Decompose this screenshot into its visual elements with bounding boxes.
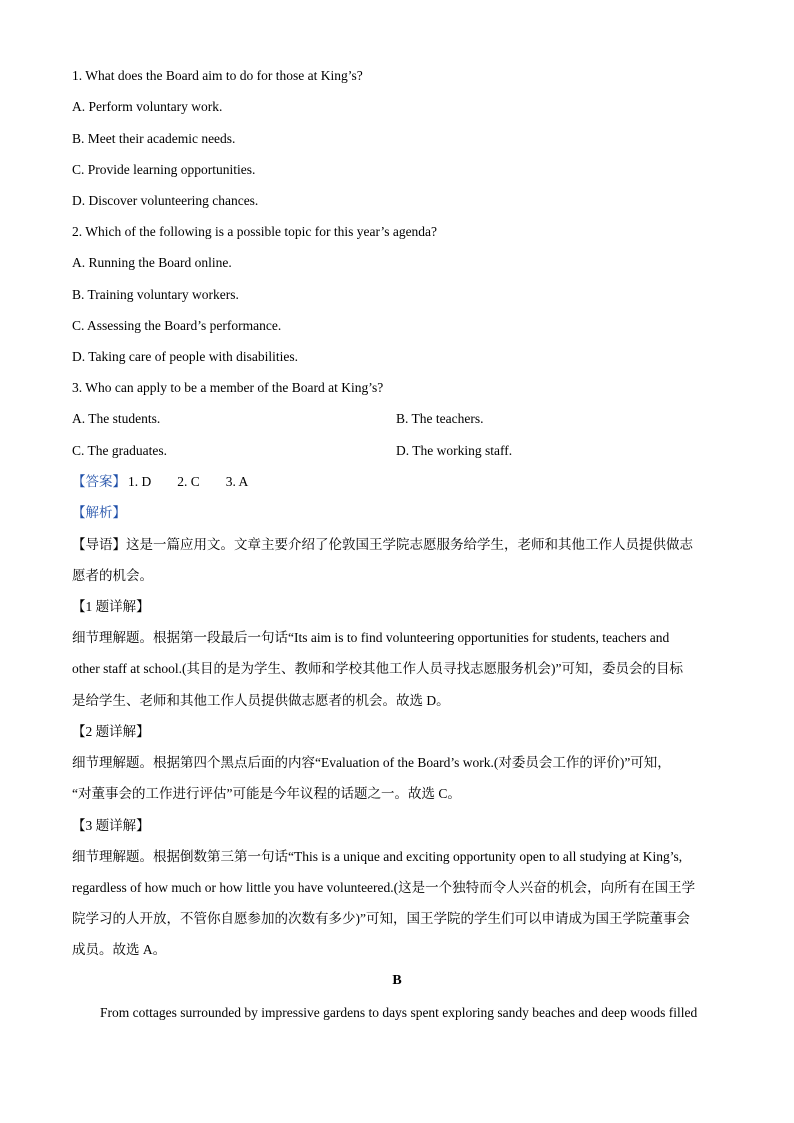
detail-2-line-2: “对董事会的工作进行评估”可能是今年议程的话题之一。故选 C。 (72, 786, 461, 801)
detail-2-line-1: 细节理解题。根据第四个黑点后面的内容“Evaluation of the Board’s work.(对委员会工作的评价)”可知， (72, 755, 671, 770)
question-3-option-d: D. The working staff. (396, 443, 513, 458)
analysis-intro-line-1: 【导语】这是一篇应用文。文章主要介绍了伦敦国王学院志愿服务给学生，老师和其他工作人员提供做志 (72, 537, 693, 552)
answer-label: 【答案】 (72, 474, 126, 489)
detail-3-line-1: 细节理解题。根据倒数第三第一句话“This is a unique and exciting opportunity open to all studying at King’s, (72, 849, 683, 864)
question-3-option-c: C. The graduates. (72, 443, 167, 458)
detail-3-line-3: 院学习的人开放，不管你自愿参加的次数有多少)”可知，国王学院的学生们可以申请成为国王学院董事会 (72, 911, 690, 926)
analysis-label: 【解析】 (72, 505, 126, 520)
detail-2-heading: 【2 题详解】 (72, 724, 150, 739)
detail-1-heading: 【1 题详解】 (72, 599, 150, 614)
question-1-option-a: A. Perform voluntary work. (72, 99, 223, 114)
question-3-option-b: B. The teachers. (396, 411, 484, 426)
question-1-option-c: C. Provide learning opportunities. (72, 162, 256, 177)
section-b-title: B (392, 973, 402, 988)
question-2-option-d: D. Taking care of people with disabilities. (72, 349, 298, 364)
question-2-option-b: B. Training voluntary workers. (72, 287, 239, 302)
question-1-option-b: B. Meet their academic needs. (72, 131, 236, 146)
question-2-stem: 2. Which of the following is a possible topic for this year’s agenda? (72, 224, 438, 239)
question-3-stem: 3. Who can apply to be a member of the Board at King’s? (72, 380, 384, 395)
detail-1-line-3: 是给学生、老师和其他工作人员提供做志愿者的机会。故选 D。 (72, 693, 450, 708)
question-2-option-a: A. Running the Board online. (72, 255, 232, 270)
analysis-intro-line-2: 愿者的机会。 (72, 568, 153, 583)
detail-1-line-1: 细节理解题。根据第一段最后一句话“Its aim is to find volunteering opportunities for students, teachers and (72, 630, 670, 645)
question-3-option-a: A. The students. (72, 411, 161, 426)
detail-3-heading: 【3 题详解】 (72, 818, 150, 833)
answer-line (72, 473, 248, 491)
section-b-first-line: From cottages surrounded by impressive gardens to days spent exploring sandy beaches and deep woods filled (100, 1005, 698, 1020)
answer-2: 2. C (177, 474, 200, 489)
answer-3: 3. A (225, 474, 249, 489)
answer-1: 1. D (128, 474, 152, 489)
question-1-option-d: D. Discover volunteering chances. (72, 193, 259, 208)
detail-3-line-4: 成员。故选 A。 (72, 942, 167, 957)
question-1-stem: 1. What does the Board aim to do for those at King’s? (72, 68, 363, 83)
question-2-option-c: C. Assessing the Board’s performance. (72, 318, 282, 333)
detail-1-line-2: other staff at school.(其目的是为学生、教师和学校其他工作人员寻找志愿服务机会)”可知，委员会的目标 (72, 661, 683, 676)
detail-3-line-2: regardless of how much or how little you have volunteered.(这是一个独特而令人兴奋的机会，向所有在国王学 (72, 880, 696, 895)
